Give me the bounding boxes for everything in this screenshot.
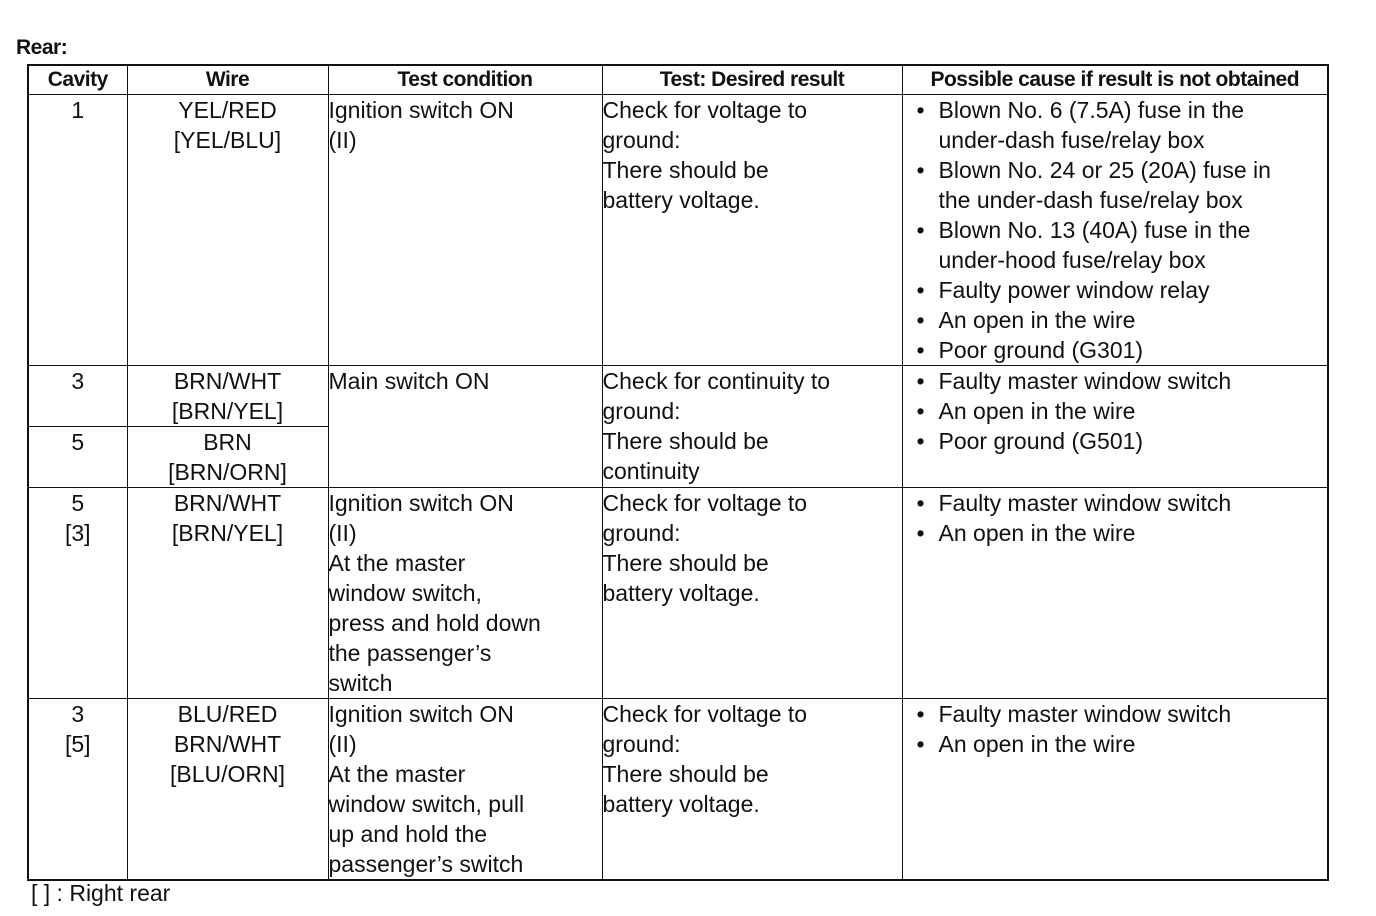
test-condition-cell [328,699,602,881]
wire-color: BRN/WHT [173,731,282,757]
test-line: the passenger’s [328,640,492,666]
cavity-number: 3 [71,368,85,394]
cause-line: • Poor ground (G301) [938,337,1144,363]
cause-line: the under-dash fuse/relay box [938,187,1243,213]
cause-list [903,488,1328,548]
table-row [28,488,1328,699]
cavity-cell [28,427,127,488]
result-line: ground: [602,731,681,757]
test-line: Ignition switch ON [328,701,514,727]
test-line: (II) [328,520,357,546]
cavity-cell [28,699,127,881]
result-line: battery voltage. [602,187,760,213]
cause-item [915,729,1328,759]
header-desired-result: Test: Desired result [602,65,902,95]
test-line: Main switch ON [328,368,490,394]
test-line: (II) [328,731,357,757]
cause-list [903,366,1328,456]
wire-cell [127,488,328,699]
test-line: up and hold the [328,821,488,847]
cause-item [915,396,1328,426]
cause-item [915,275,1328,305]
test-line: At the master [328,761,466,787]
wire-color: BRN/WHT [173,490,282,516]
cause-item [915,518,1328,548]
wire-color: BRN/WHT [173,368,282,394]
test-condition-cell [328,488,602,699]
cause-line: • Blown No. 6 (7.5A) fuse in the [938,97,1245,123]
cause-line: • Faulty master window switch [938,490,1232,516]
cause-line: • An open in the wire [938,731,1136,757]
table-row [28,366,1328,427]
desired-result-cell [602,699,902,881]
cause-list [903,699,1328,759]
possible-cause-cell [902,488,1328,699]
wire-color-right: [YEL/BLU] [173,127,282,153]
result-line: Check for voltage to [602,701,808,727]
wire-cell [127,699,328,881]
result-line: battery voltage. [602,791,760,817]
possible-cause-cell [902,95,1328,366]
cavity-number: 3 [71,701,85,727]
result-line: Check for continuity to [602,368,831,394]
test-condition-cell [328,95,602,366]
table-row [28,699,1328,881]
cause-line: • Blown No. 24 or 25 (20A) fuse in [938,157,1271,183]
table-row [28,95,1328,366]
test-line: window switch, pull [328,791,525,817]
possible-cause-cell [902,366,1328,488]
wire-color: BLU/RED [177,701,278,727]
cause-item [915,215,1328,275]
test-condition-cell [328,366,602,488]
possible-cause-cell [902,699,1328,881]
test-line: switch [328,670,393,696]
wire-color-right: [BRN/YEL] [171,398,284,424]
cause-line: under-dash fuse/relay box [938,127,1205,153]
cause-line: • Faulty master window switch [938,368,1232,394]
cavity-cell [28,366,127,427]
cause-item [915,699,1328,729]
wire-cell [127,366,328,427]
section-title: Rear: [16,36,68,59]
cavity-cell [28,488,127,699]
result-line: There should be [602,761,769,787]
cause-line: under-hood fuse/relay box [938,247,1206,273]
test-line: window switch, [328,580,482,606]
wire-color-right: [BRN/YEL] [171,520,284,546]
cause-item [915,366,1328,396]
wire-color: YEL/RED [178,97,277,123]
cause-item [915,305,1328,335]
cause-line: • An open in the wire [938,307,1136,333]
desired-result-cell [602,488,902,699]
cause-item [915,488,1328,518]
wire-color-right: [BLU/ORN] [169,761,286,787]
cause-line: • Faulty master window switch [938,701,1232,727]
result-line: ground: [602,398,681,424]
test-table [27,64,1329,881]
result-line: Check for voltage to [602,97,808,123]
result-line: ground: [602,520,681,546]
result-line: continuity [602,458,700,484]
cause-item [915,335,1328,365]
wire-cell [127,95,328,366]
desired-result-cell [602,366,902,488]
cause-line: • Faulty power window relay [938,277,1210,303]
header-wire: Wire [127,65,328,95]
cause-item [915,95,1328,155]
cause-line: • An open in the wire [938,520,1136,546]
cavity-number-right: [5] [64,731,91,757]
test-line: press and hold down [328,610,541,636]
result-line: There should be [602,428,769,454]
test-line: (II) [328,127,357,153]
result-line: There should be [602,550,769,576]
cause-line: • An open in the wire [938,398,1136,424]
header-row [28,65,1328,95]
test-line: Ignition switch ON [328,97,514,123]
result-line: battery voltage. [602,580,760,606]
cavity-number: 5 [71,429,85,455]
header-cavity: Cavity [28,65,127,95]
result-line: ground: [602,127,681,153]
test-line: At the master [328,550,466,576]
cause-line: • Blown No. 13 (40A) fuse in the [938,217,1251,243]
test-line: passenger’s switch [328,851,524,877]
result-line: There should be [602,157,769,183]
result-line: Check for voltage to [602,490,808,516]
header-test-condition: Test condition [328,65,602,95]
wire-cell [127,427,328,488]
desired-result-cell [602,95,902,366]
cause-item [915,155,1328,215]
cause-item [915,426,1328,456]
wire-color: BRN [203,429,252,455]
cavity-cell [28,95,127,366]
cavity-number: 5 [71,490,85,516]
footnote: [ ] : Right rear [31,880,171,906]
cavity-number: 1 [71,97,85,123]
header-possible-cause: Possible cause if result is not obtained [902,65,1328,95]
test-line: Ignition switch ON [328,490,514,516]
cause-list [903,95,1328,365]
cause-line: • Poor ground (G501) [938,428,1144,454]
cavity-number-right: [3] [64,520,91,546]
wire-color-right: [BRN/ORN] [168,459,287,485]
